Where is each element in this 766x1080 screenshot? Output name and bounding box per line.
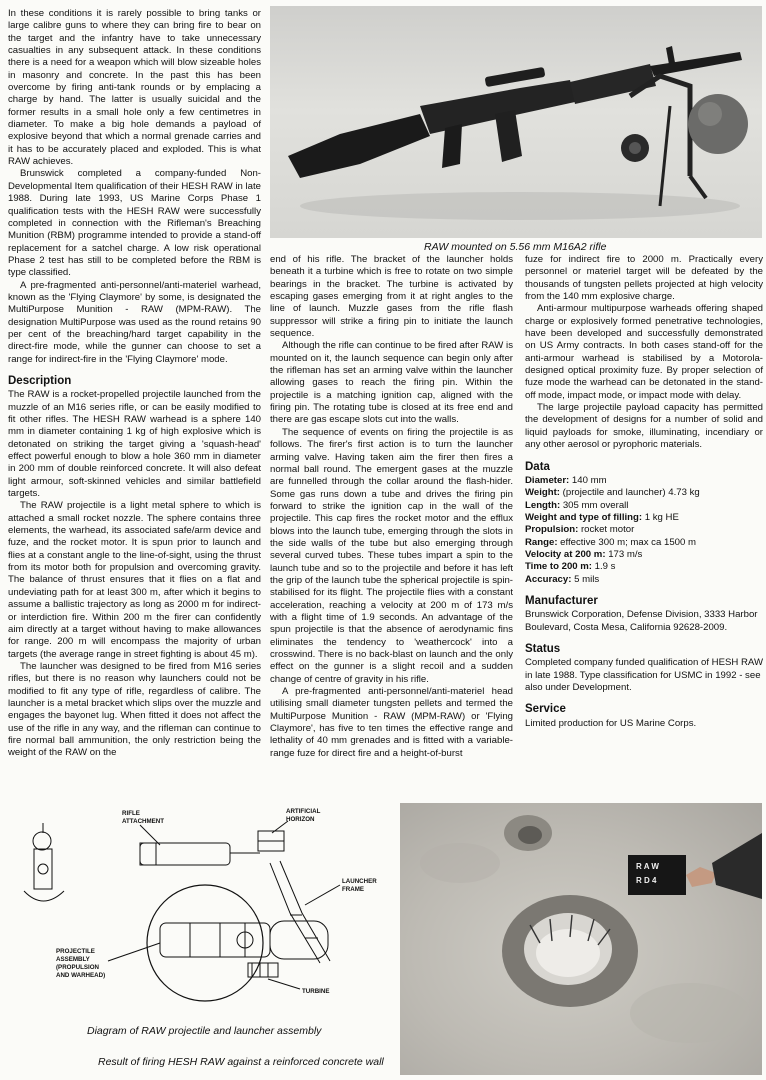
paragraph: A pre-fragmented anti-personnel/anti-materiel warhead, known as the 'Flying Claymore' by some, is designated the MultiPurpose Munition - RAW (MPM-RAW). The designation MultiPurpose was used as the round retains 90 per cent of the breaching/hard target capability in the direct-fire mode, while the gunner can choose to set a range for indirect-fire in the 'Flying Claymore' mode.	[8, 279, 261, 365]
data-row: Accuracy: 5 mils	[525, 573, 600, 585]
diagram-label: ASSEMBLY	[56, 956, 90, 963]
launcher-diagram	[20, 803, 392, 1025]
status-heading: Status	[525, 642, 561, 655]
data-row: Range: effective 300 m; max ca 1500 m	[525, 536, 696, 548]
paragraph: The sequence of events on firing the projectile is as follows. The firer's first action is to turn the launcher arming valve. Having taken aim the firer then fires a normal ball round. The emergent gases at the muzzle are funnelled through the collar around the flash-hider. Some gas runs down a tube and drives the firing pin forward to strike the ignition cap in the wall of the projectile. This cap fires the rocket motor and the efflux blows into the launch tube, emerging through the slots in the side walls of the tube but also emerging through several curved tubes. These tubes impart a spin to the launch tube and so to the projectile and before it has left the grip of the launch tube the spherical projectile is spin-stabilised for its flight. The projectile flies with a constant acceleration, reaching a velocity at 200 m of 173 m/s with a flight time of 1.9 seconds. An advantage of the spun projectile is that the absence of aerodynamic fins eliminates the tendency to 'weathercock' into a crosswind. There is no back-blast on launch and the only effect on the gunner is a slight recoil and a sudden change of centre of gravity in his rifle.	[270, 426, 513, 685]
wall-photo-caption: Result of firing HESH RAW against a reinforced concrete wall	[98, 1056, 384, 1068]
paragraph: The launcher was designed to be fired from M16 series rifles, but there is no reason why launchers could not be modified to fit any type of rifle, regardless of calibre. The launcher is a metal bracket which slips over the muzzle and engages the bayonet lug. When fitted it does not affect the use of the rifle in any way, and the rifleman can continue to fire normal ball ammunition, the only restriction being the weight of the RAW on the	[8, 660, 261, 759]
manufacturer-heading: Manufacturer	[525, 594, 598, 607]
diagram-label: (PROPULSION	[56, 964, 99, 971]
diagram-label: PROJECTILE	[56, 948, 95, 955]
diagram-label: RIFLE	[122, 810, 140, 817]
data-row: Length: 305 mm overall	[525, 499, 629, 511]
diagram-drawing	[20, 803, 392, 1025]
service-heading: Service	[525, 703, 566, 716]
paragraph: A pre-fragmented anti-personnel/anti-materiel head utilising small diameter tungsten pellets and termed the MultiPurpose Munition - RAW (MPM-RAW) or 'Flying Claymore', has five to ten times the effective range and lethality of 40 mm grenades and is fitted with a variable-range fuze for direct fire and a height-of-burst	[270, 686, 513, 759]
text-column-1	[8, 8, 261, 760]
paragraph: Anti-armour multipurpose warheads offering shaped charge or explosively formed penetrative technologies, have been developed and successfully demonstrated on US Army contracts. In both cases stand-off for the anti-armour warhead is stabilised by a Motorola-designed optical proximity fuze. By proper selection of fuze mode the warhead can be detonated in the stand-off mode, impact mode, or impact mode with delay.	[525, 303, 763, 401]
wall-image	[400, 803, 762, 1075]
wall-photo	[400, 803, 762, 1075]
description-heading: Description	[8, 374, 72, 387]
diagram-caption: Diagram of RAW projectile and launcher assembly	[87, 1025, 322, 1037]
rifle-photo-caption: RAW mounted on 5.56 mm M16A2 rifle	[424, 241, 607, 253]
paragraph: In these conditions it is rarely possible to bring tanks or large calibre guns to where they can bring fire to bear on the target and the infantry have to take unnecessary casualties in any subsequent attack. In these conditions there is a need for a weapon which will blow sizeable holes in masonry and concrete. In the past this has been overcome by firing anti-tank rounds or by emplacing a charge by hand. The latter is usually suicidal and the former results in a small hole only a few centimetres in diameter. To make a big hole demands a payload of explosive beyond that which a normal grenade carries and it has to be accurately placed and exploded. This is what RAW achieves.	[8, 8, 261, 168]
paragraph: The RAW projectile is a light metal sphere to which is attached a small rocket nozzle. The sphere contains three elements, the warhead, its associated safe/arm device and fuze, and the rocket motor. It is spun prior to launch and flies at a constant angle to the line-of-sight, using the thrust from its motor both for propulsion and overcoming gravity. The balance of thrust ensures that it flies on a flat and undeviating path for at least 300 m, after which it begins to assume a ballistic trajectory as long as 2000 m for indirect- or interdiction fire. Within 200 m the firer can confidently aim directly at a target without having to make allowances for range. 200 m will encompass the majority of urban targets (the average range in street fighting is about 45 m).	[8, 500, 261, 660]
diagram-label: ATTACHMENT	[122, 818, 165, 825]
diagram-label: AND WARHEAD)	[56, 972, 106, 979]
paragraph: fuze for indirect fire to 2000 m. Practically every personnel or materiel target will be defeated by the thousands of tungsten pellets projected at high velocity from the 140 mm explosive charge.	[525, 254, 763, 303]
sign-text: R D 4	[636, 876, 657, 885]
data-heading: Data	[525, 460, 550, 473]
text-column-3	[525, 254, 763, 730]
data-row: Weight: (projectile and launcher) 4.73 kg	[525, 487, 700, 499]
rifle-photo	[270, 6, 762, 238]
data-list	[525, 475, 763, 586]
data-row: Weight and type of filling: 1 kg HE	[525, 511, 679, 523]
paragraph: Although the rifle can continue to be fired after RAW is mounted on it, the launch sequence can begin only after the rifleman has set an arming valve within the launcher allowing gases to reach the firing pin. Within the projectile is a matching ignition cap, aligned with the firing pin. The rotating tube is closed at its free end and there are gas escape slots cut into the walls.	[270, 340, 513, 426]
paragraph: Brunswick completed a company-funded Non-Developmental Item qualification of their HESH RAW in late 1988. During late 1993, US Marine Corps Phase 1 qualification tests with the HESH RAW were successfully completed in connection with the Rifleman's Breaching Munition (RBM) programme intended to provide a stand-off replacement for a satchel charge. A low risk operational Phase 2 test has still to be completed before the RBM is type classified.	[8, 168, 261, 279]
diagram-label: HORIZON	[286, 816, 315, 823]
paragraph: The RAW is a rocket-propelled projectile launched from the muzzle of an M16 series rifle, or can be easily modified to fit other rifles. The HESH RAW warhead is a sphere 140 mm in diameter containing 1 kg of high explosive which is detonated on striking the target giving a 'squash-head' effect powerful enough to blow a hole 360 mm in diameter in 200 mm of double reinforced concrete. It will also defeat light armour, soft-skinned vehicles and similar battlefield targets.	[8, 389, 261, 500]
data-row: Velocity at 200 m: 173 m/s	[525, 548, 643, 560]
manufacturer-text: Brunswick Corporation, Defense Division, 3333 Harbor Boulevard, Costa Mesa, California 92628-2009.	[525, 609, 758, 633]
diagram-label: ARTIFICIAL	[286, 808, 321, 815]
rifle-image	[270, 6, 762, 238]
diagram-label: FRAME	[342, 886, 364, 893]
data-row: Diameter: 140 mm	[525, 474, 607, 486]
sign-text: R A W	[636, 862, 659, 871]
diagram-label: TURBINE	[302, 988, 330, 995]
text-column-2	[270, 254, 513, 760]
paragraph: The large projectile payload capacity has permitted the development of designs for a number of solid and liquid payloads for smoke, illuminating, incendiary or any other aerosol or pyrophoric materials.	[525, 402, 763, 451]
service-text: Limited production for US Marine Corps.	[525, 717, 697, 729]
status-text: Completed company funded qualification of HESH RAW in late 1988. Type classification for USMC in 1992 - see also under Development.	[525, 657, 764, 693]
data-row: Time to 200 m: 1.9 s	[525, 561, 616, 573]
data-row: Propulsion: rocket motor	[525, 524, 635, 536]
diagram-label: LAUNCHER	[342, 878, 377, 885]
paragraph: end of his rifle. The bracket of the launcher holds beneath it a turbine which is free to rotate on two simple bearings in the bracket. The turbine is activated by escaping gases emerging from it at right angles to the line of launch. Muzzle gases from the rifle flash suppressor will strike a firing pin to initiate the launch sequence.	[270, 254, 513, 340]
